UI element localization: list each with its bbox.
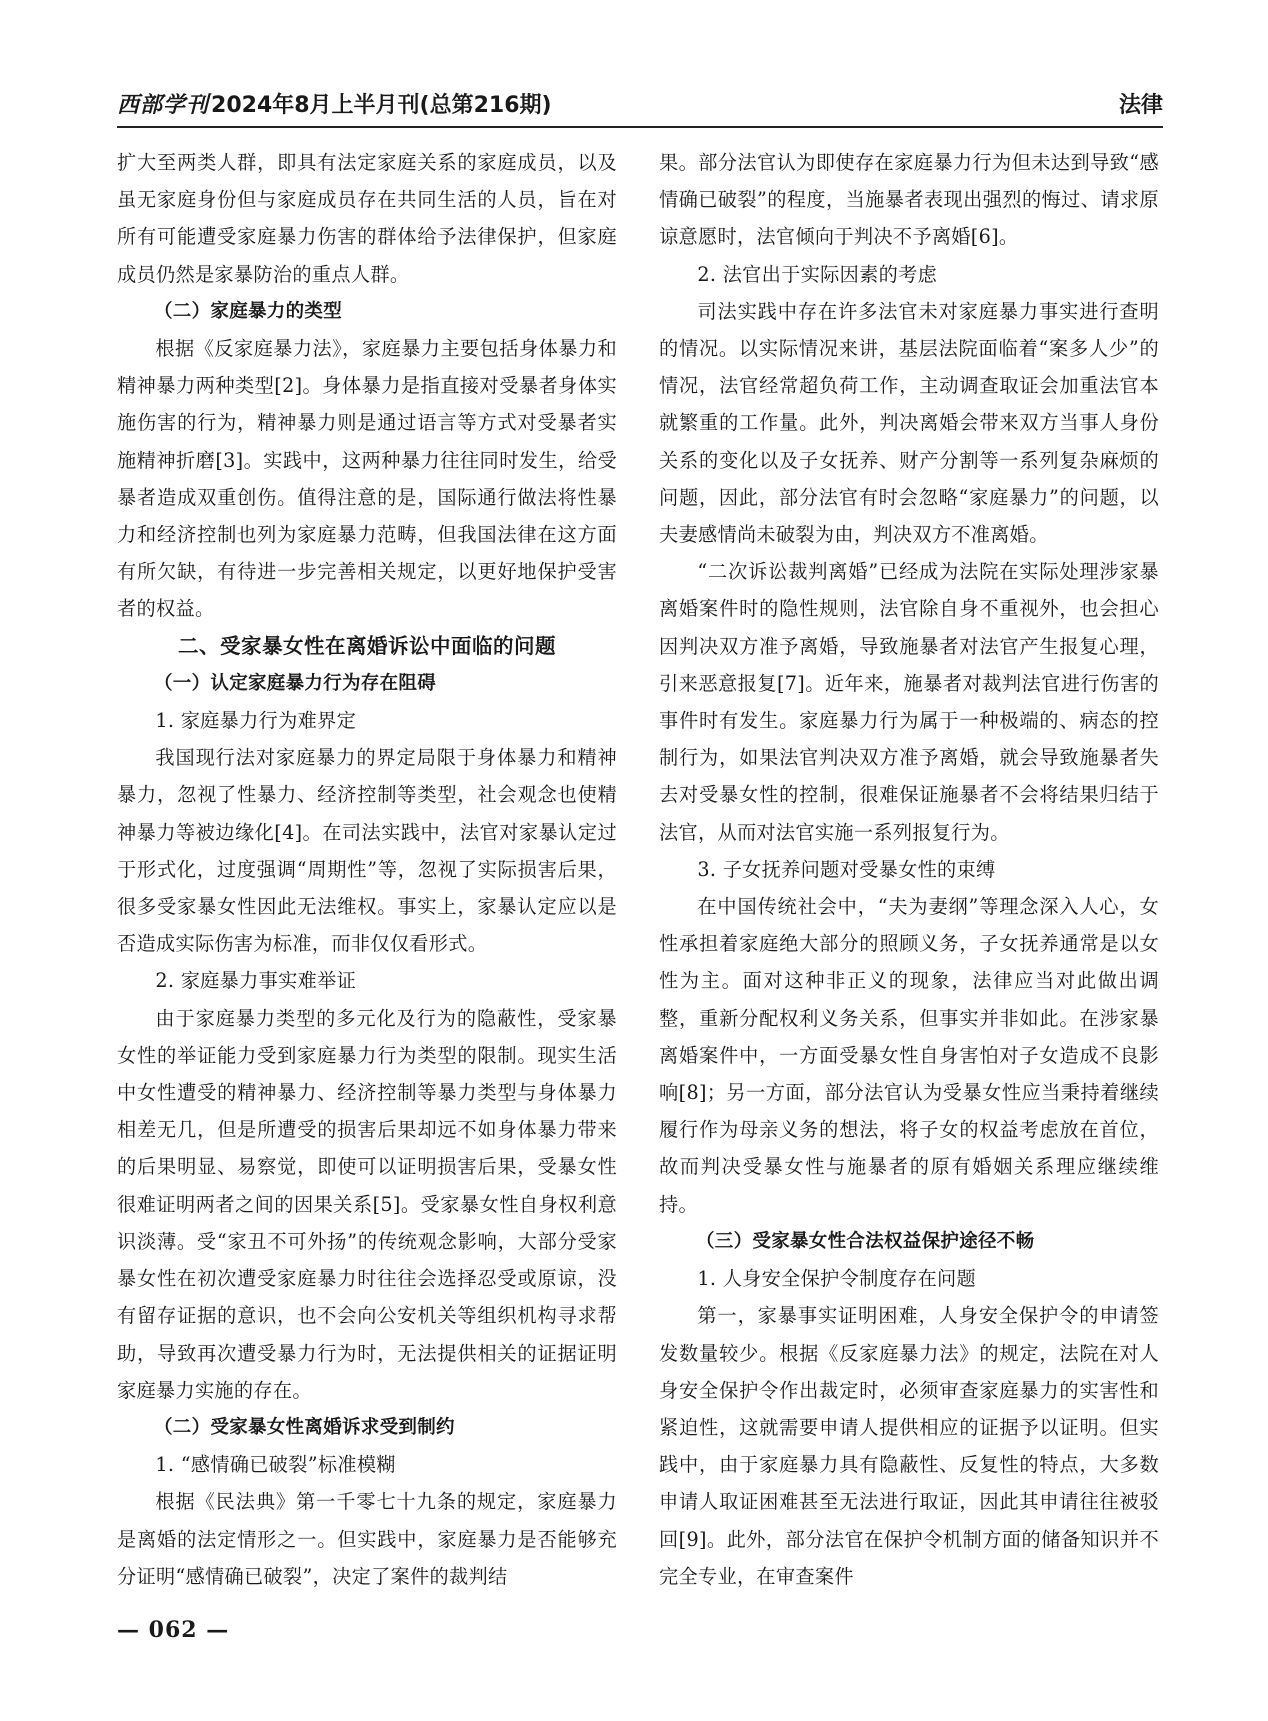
- page-header: [117, 88, 1163, 122]
- paragraph: 由于家庭暴力类型的多元化及行为的隐蔽性，受家暴女性的举证能力受到家庭暴力行为类型的限制。现实生活中女性遭受的精神暴力、经济控制等暴力类型与身体暴力相差无几，但是所遭受的损害后果却远不如身体暴力带来的后果明显、易察觉，即使可以证明损害后果，受暴女性很难证明两者之间的因果关系[5]。受家暴女性自身权利意识淡薄。受“家丑不可外扬”的传统观念影响，大部分受家暴女性在初次遭受家庭暴力时往往会选择忍受或原谅，没有留存证据的意识，也不会向公安机关等组织机构寻求帮助，导致再次遭受暴力行为时，无法提供相关的证据证明家庭暴力实施的存在。: [117, 1006, 617, 1402]
- section-label: 法律: [1118, 93, 1163, 118]
- left-column: [117, 144, 617, 1595]
- paragraph: 在中国传统社会中，“夫为妻纲”等理念深入人心，女性承担着家庭绝大部分的照顾义务，子女抚养通常是以女性为主。面对这种非正义的现象，法律应当对此做出调整，重新分配权利义务关系，但事实并非如此。在涉家暴离婚案件中，一方面受暴女性自身害怕对子女造成不良影响[8]；另一方面，部分法官认为受暴女性应当秉持着继续履行作为母亲义务的想法，将子女的权益考虑放在首位，故而判决受暴女性与施暴者的原有婚姻关系理应继续维持。: [659, 895, 1159, 1216]
- journal-masthead: [117, 88, 552, 119]
- paragraph: “二次诉讼裁判离婚”已经成为法院在实际处理涉家暴离婚案件时的隐性规则，法官除自身不重视外，也会担心因判决双方准予离婚，导致施暴者对法官产生报复心理，引来恶意报复[7]。近年来，施暴者对裁判法官进行伤害的事件时有发生。家庭暴力行为属于一种极端的、病态的控制行为，如果法官判决双方准予离婚，就会导致施暴者失去对受暴女性的控制，很难保证施暴者不会将结果归结于法官，从而对法官实施一系列报复行为。: [659, 560, 1159, 844]
- paragraph: 第一，家暴事实证明困难，人身安全保护令的申请签发数量较少。根据《反家庭暴力法》的规定，法院在对人身安全保护令作出裁定时，必须审查家庭暴力的实害性和紧迫性，这就需要申请人提供相应的证据予以证明。但实践中，由于家庭暴力具有隐蔽性、反复性的特点，大多数申请人取证困难甚至无法进行取证，因此其申请往往被驳回[9]。此外，部分法官在保护令机制方面的储备知识并不完全专业，在审查案件: [659, 1304, 1159, 1588]
- subsection-heading: （三）受家暴女性合法权益保护途径不畅: [696, 1230, 1035, 1252]
- paragraph: 扩大至两类人群，即具有法定家庭关系的家庭成员，以及虽无家庭身份但与家庭成员存在共同生活的人员，旨在对所有可能遭受家庭暴力伤害的群体给予法律保护，但家庭成员仍然是家暴防治的重点人群。: [117, 151, 617, 286]
- subsection-heading: （二）受家暴女性离婚诉求受到制约: [154, 1416, 455, 1438]
- journal-logo: 西部学刊: [117, 92, 210, 118]
- paragraph: 1. 家庭暴力行为难界定: [155, 709, 357, 733]
- paragraph: 根据《民法典》第一千零七十九条的规定，家庭暴力是离婚的法定情形之一。但实践中，家庭暴力是否能够充分证明“感情确已破裂”，决定了案件的裁判结: [117, 1490, 617, 1588]
- paragraph: 司法实践中存在许多法官未对家庭暴力事实进行查明的情况。以实际情况来讲，基层法院面临着“案多人少”的情况，法官经常超负荷工作，主动调查取证会加重法官本就繁重的工作量。此外，判决离婚会带来双方当事人身份关系的变化以及子女抚养、财产分割等一系列复杂麻烦的问题，因此，部分法官有时会忽略“家庭暴力”的问题，以夫妻感情尚未破裂为由，判决双方不准离婚。: [659, 299, 1159, 547]
- subsection-heading: （一）认定家庭暴力行为存在阻碍: [154, 672, 437, 694]
- issue-info: 2024年8月上半月刊(总第216期): [211, 93, 552, 118]
- paragraph: 2. 家庭暴力事实难举证: [155, 969, 357, 993]
- paragraph: 我国现行法对家庭暴力的界定局限于身体暴力和精神暴力，忽视了性暴力、经济控制等类型，社会观念也使精神暴力等被边缘化[4]。在司法实践中，法官对家暴认定过于形式化，过度强调“周期性”等，忽视了实际损害后果，很多受家暴女性因此无法维权。事实上，家暴认定应以是否造成实际伤害为标准，而非仅仅看形式。: [117, 746, 617, 956]
- header-rule: [117, 126, 1163, 128]
- paragraph: 1. “感情确已破裂”标准模糊: [155, 1453, 396, 1477]
- section-heading: 二、受家暴女性在离婚诉讼中面临的问题: [178, 633, 556, 658]
- paragraph: 3. 子女抚养问题对受暴女性的束缚: [697, 857, 996, 881]
- right-column: [659, 144, 1159, 1595]
- paragraph: 根据《反家庭暴力法》，家庭暴力主要包括身体暴力和精神暴力两种类型[2]。身体暴力是指直接对受暴者身体实施伤害的行为，精神暴力则是通过语言等方式对受暴者实施精神折磨[3]。实践中，这两种暴力往往同时发生，给受暴者造成双重创伤。值得注意的是，国际通行做法将性暴力和经济控制也列为家庭暴力范畴，但我国法律在这方面有所欠缺，有待进一步完善相关规定，以更好地保护受害者的权益。: [117, 337, 617, 621]
- paragraph: 果。部分法官认为即使存在家庭暴力行为但未达到导致“感情确已破裂”的程度，当施暴者表现出强烈的悔过、请求原谅意愿时，法官倾向于判决不予离婚[6]。: [659, 151, 1159, 249]
- paragraph: 1. 人身安全保护令制度存在问题: [697, 1267, 977, 1291]
- page-number: — 062 —: [117, 1617, 230, 1643]
- paragraph: 2. 法官出于实际因素的考虑: [697, 262, 938, 286]
- subsection-heading: （二）家庭暴力的类型: [154, 300, 343, 322]
